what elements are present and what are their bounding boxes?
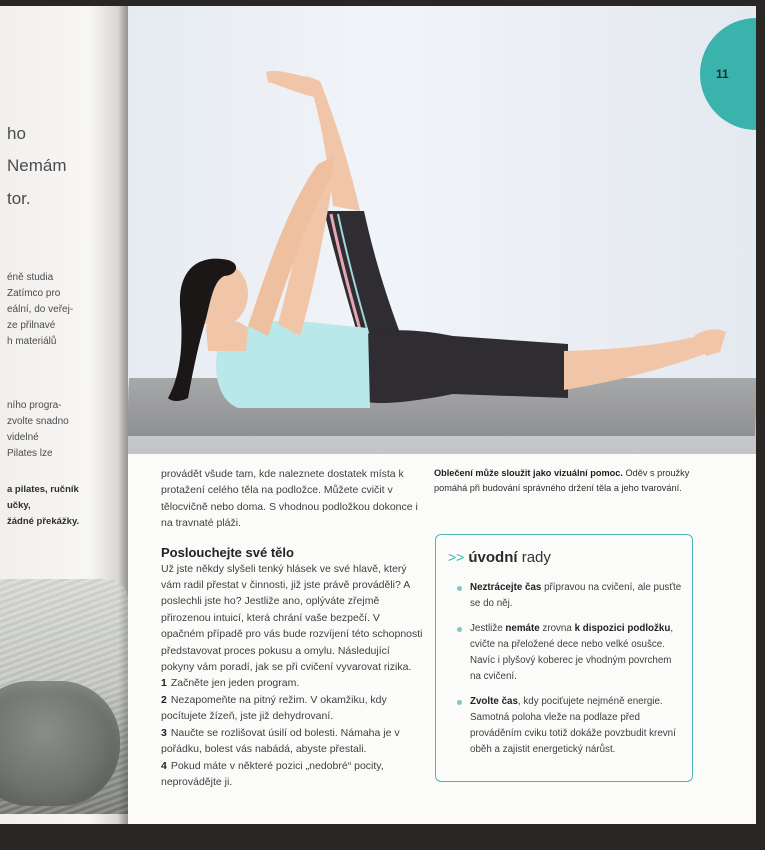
left-small-line: žádné překážky. <box>7 516 80 527</box>
left-text-line: Nemám <box>7 156 67 175</box>
bullet-icon <box>457 627 462 632</box>
left-small-line: Zatímco pro <box>7 288 61 299</box>
left-small-line: ního progra- <box>7 400 62 411</box>
caption-text: Oděv s proužky pomáhá při budování správného držení těla a jeho tvarování. <box>434 468 690 493</box>
tips-title-bold: úvodní <box>468 549 518 566</box>
left-small-line: Pilates lze <box>7 448 53 459</box>
left-text-line: tor. <box>7 189 31 208</box>
bullet-icon <box>457 586 462 591</box>
intro-paragraph: provádět všude tam, kde naleznete dostatek místa k protažení celého těla na podložce. Můžete cvičit v tělocvičně nebo doma. S vhodnou podložkou dokonce i na travnaté pláži. <box>161 468 418 530</box>
left-text-line: ho <box>7 124 26 143</box>
tip-bold: Zvolte čas <box>470 696 518 707</box>
left-small-line: eální, do veřej- <box>7 304 74 315</box>
exercise-photo <box>128 6 756 454</box>
tip-item <box>448 621 682 685</box>
rolled-mat-image <box>0 681 120 806</box>
numbered-item <box>161 692 425 725</box>
item-text: Pokud máte v některé pozici „nedobré“ pocity, neprovádějte ji. <box>161 759 384 788</box>
left-small-line: zvolte snadno <box>7 416 69 427</box>
tips-title-rest: rady <box>517 549 551 566</box>
tip-item <box>448 694 682 758</box>
tip-text: přípravou na cvičení, ale pusťte se do něj. <box>470 582 682 609</box>
tip-bold: Neztrácejte čas <box>470 582 542 593</box>
left-page <box>0 6 128 824</box>
left-small-line: éně studia <box>7 272 54 283</box>
left-small-line: učky, <box>7 500 31 511</box>
left-small-line: videlné <box>7 432 39 443</box>
page-number-tab: 11 <box>700 18 756 130</box>
left-small-line: h materiálů <box>7 336 57 347</box>
chevron-icon: >> <box>448 549 465 565</box>
tip-bold: nemáte <box>505 623 540 634</box>
item-text: Nezapomeňte na pitný režim. V okamžiku, kdy pocítujete žízeň, jste již dehydrovaní. <box>161 693 387 723</box>
numbered-item <box>161 758 425 791</box>
item-number: 1 <box>161 677 167 690</box>
tip-text: , kdy pociťujete nejméně energie. Samotná poloha vleže na podlaze před prováděním cviku totiž dokáže povzbudit krevní oběh a zajistit energetický nárůst. <box>470 696 676 755</box>
numbered-item <box>161 725 425 758</box>
tip-text: , cvičte na přeložené dece nebo velké osušce. Navíc i plyšový koberec je vhodným povrchem na cvičení. <box>470 623 674 682</box>
left-small-line: a pilates, ručník <box>7 484 79 495</box>
caption-bold: Oblečení může sloužit jako vizuální pomoc. <box>434 468 623 478</box>
tip-item <box>448 580 682 612</box>
tip-text: zrovna <box>539 623 575 634</box>
tips-list <box>448 580 682 758</box>
woman-figure <box>128 6 756 454</box>
item-text: Naučte se rozlišovat úsilí od bolesti. Námaha je v pořádku, bolest vás nabádá, abyste přestali. <box>161 726 400 756</box>
item-number: 2 <box>161 693 167 706</box>
tip-bold: k dispozici podložku <box>574 623 671 634</box>
item-number: 4 <box>161 759 167 772</box>
folded-towel-image <box>0 579 128 814</box>
item-number: 3 <box>161 726 167 739</box>
photo-caption <box>434 466 692 496</box>
item-text: Začněte jen jeden program. <box>170 677 300 690</box>
left-small-line: ze přilnavé <box>7 320 56 331</box>
tips-box <box>435 534 693 782</box>
tip-text: Jestliže <box>470 623 506 634</box>
bullet-icon <box>457 700 462 705</box>
numbered-item <box>161 675 425 691</box>
tips-title <box>448 549 682 566</box>
section-body: Už jste někdy slyšeli tenký hlásek ve své hlavě, který vám radil přestat v činnosti, již jste právě prováděli? A poslechli jste ho? Jestliže ano, oplýváte zřejmě přirozenou intuicí, která chrání vaše bezpečí. V opačném případě pro vás bude rozvíjení této schopnosti představovat proces pokusu a omylu. Následující pokyny vám poradí, jak se při cvičení vyvarovat rizika. <box>161 562 423 674</box>
right-page <box>128 6 756 824</box>
section-heading: Poslouchejte své tělo <box>161 544 294 560</box>
main-text-column <box>161 466 425 790</box>
